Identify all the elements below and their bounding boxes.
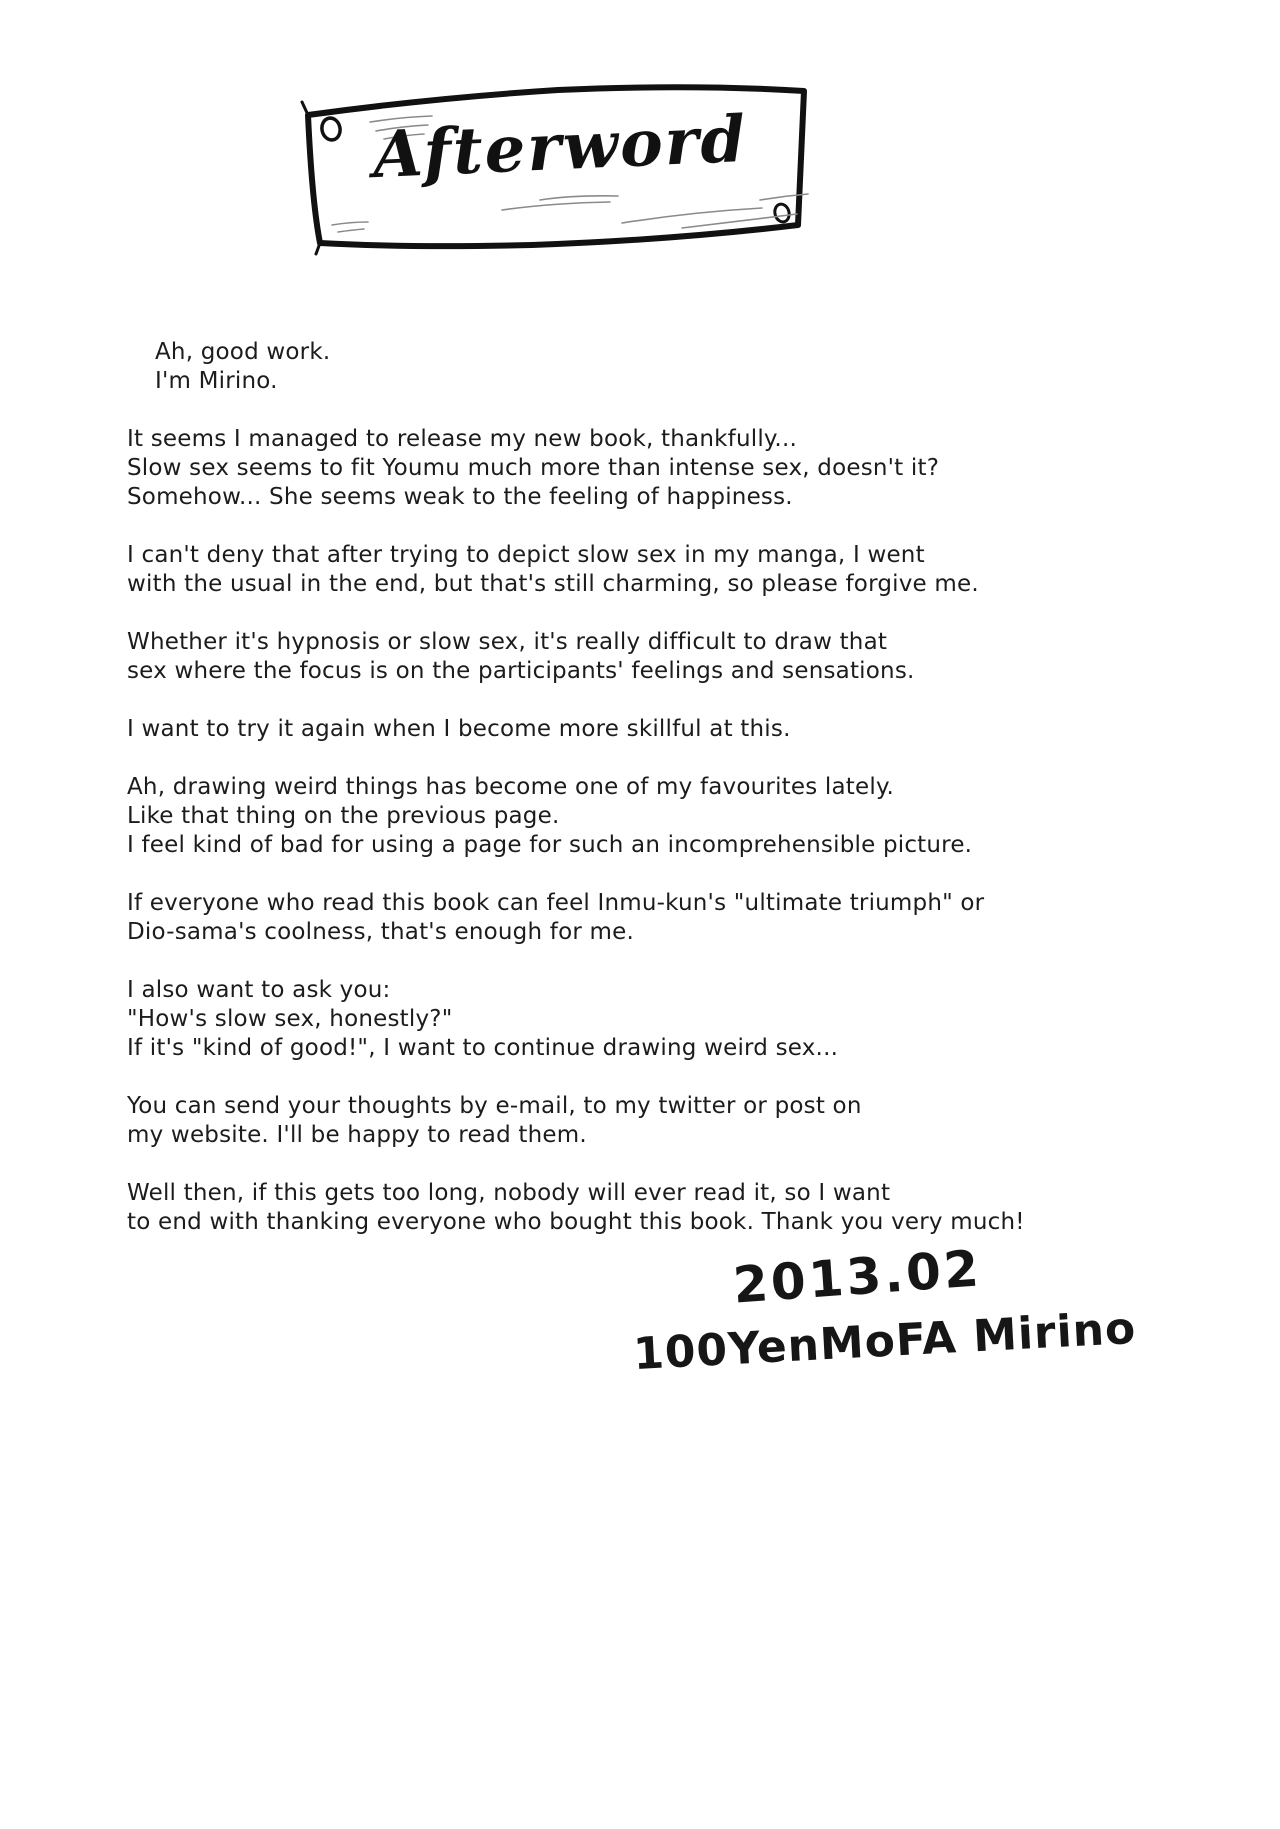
letter-line: I want to try it again when I become more skillful at this. (127, 716, 791, 742)
afterword-sign (292, 82, 828, 262)
letter-line: I feel kind of bad for using a page for such an incomprehensible picture. (127, 832, 973, 858)
letter-paragraph-greeting (127, 338, 1187, 396)
letter-line: You can send your thoughts by e-mail, to my twitter or post on (127, 1093, 862, 1119)
letter-line: I also want to ask you: (127, 977, 391, 1003)
letter-paragraph (127, 628, 1187, 686)
letter-line: sex where the focus is on the participants' feelings and sensations. (127, 658, 915, 684)
letter-paragraph (127, 541, 1187, 599)
letter-line: Dio-sama's coolness, that's enough for me. (127, 919, 634, 945)
letter-line: with the usual in the end, but that's still charming, so please forgive me. (127, 571, 979, 597)
letter-paragraph (127, 715, 1187, 744)
signature-credit: 100YenMoFA Mirino (632, 1302, 1138, 1381)
page-title: Afterword (371, 101, 749, 194)
letter-line: Slow sex seems to fit Youmu much more than intense sex, doesn't it? (127, 455, 940, 481)
letter-line: Well then, if this gets too long, nobody will ever read it, so I want (127, 1180, 891, 1206)
letter-body (127, 338, 1187, 1266)
letter-paragraph (127, 889, 1187, 947)
letter-line: Whether it's hypnosis or slow sex, it's really difficult to draw that (127, 629, 888, 655)
letter-line: It seems I managed to release my new book, thankfully... (127, 426, 797, 452)
letter-paragraph (127, 976, 1187, 1063)
signature-date: 2013.02 (731, 1239, 984, 1315)
letter-paragraph (127, 1179, 1187, 1237)
letter-line: If everyone who read this book can feel Inmu-kun's "ultimate triumph" or (127, 890, 985, 916)
letter-line: Ah, drawing weird things has become one of my favourites lately. (127, 774, 895, 800)
letter-line: to end with thanking everyone who bought this book. Thank you very much! (127, 1209, 1025, 1235)
letter-paragraph (127, 1092, 1187, 1150)
letter-line: Ah, good work. (155, 339, 331, 365)
letter-line: my website. I'll be happy to read them. (127, 1122, 587, 1148)
letter-line: Somehow... She seems weak to the feeling of happiness. (127, 484, 793, 510)
letter-paragraph (127, 425, 1187, 512)
letter-paragraph (127, 773, 1187, 860)
letter-line: "How's slow sex, honestly?" (127, 1006, 453, 1032)
letter-line: I can't deny that after trying to depict slow sex in my manga, I went (127, 542, 925, 568)
letter-line: Like that thing on the previous page. (127, 803, 560, 829)
letter-line: If it's "kind of good!", I want to continue drawing weird sex... (127, 1035, 839, 1061)
letter-line: I'm Mirino. (155, 368, 278, 394)
